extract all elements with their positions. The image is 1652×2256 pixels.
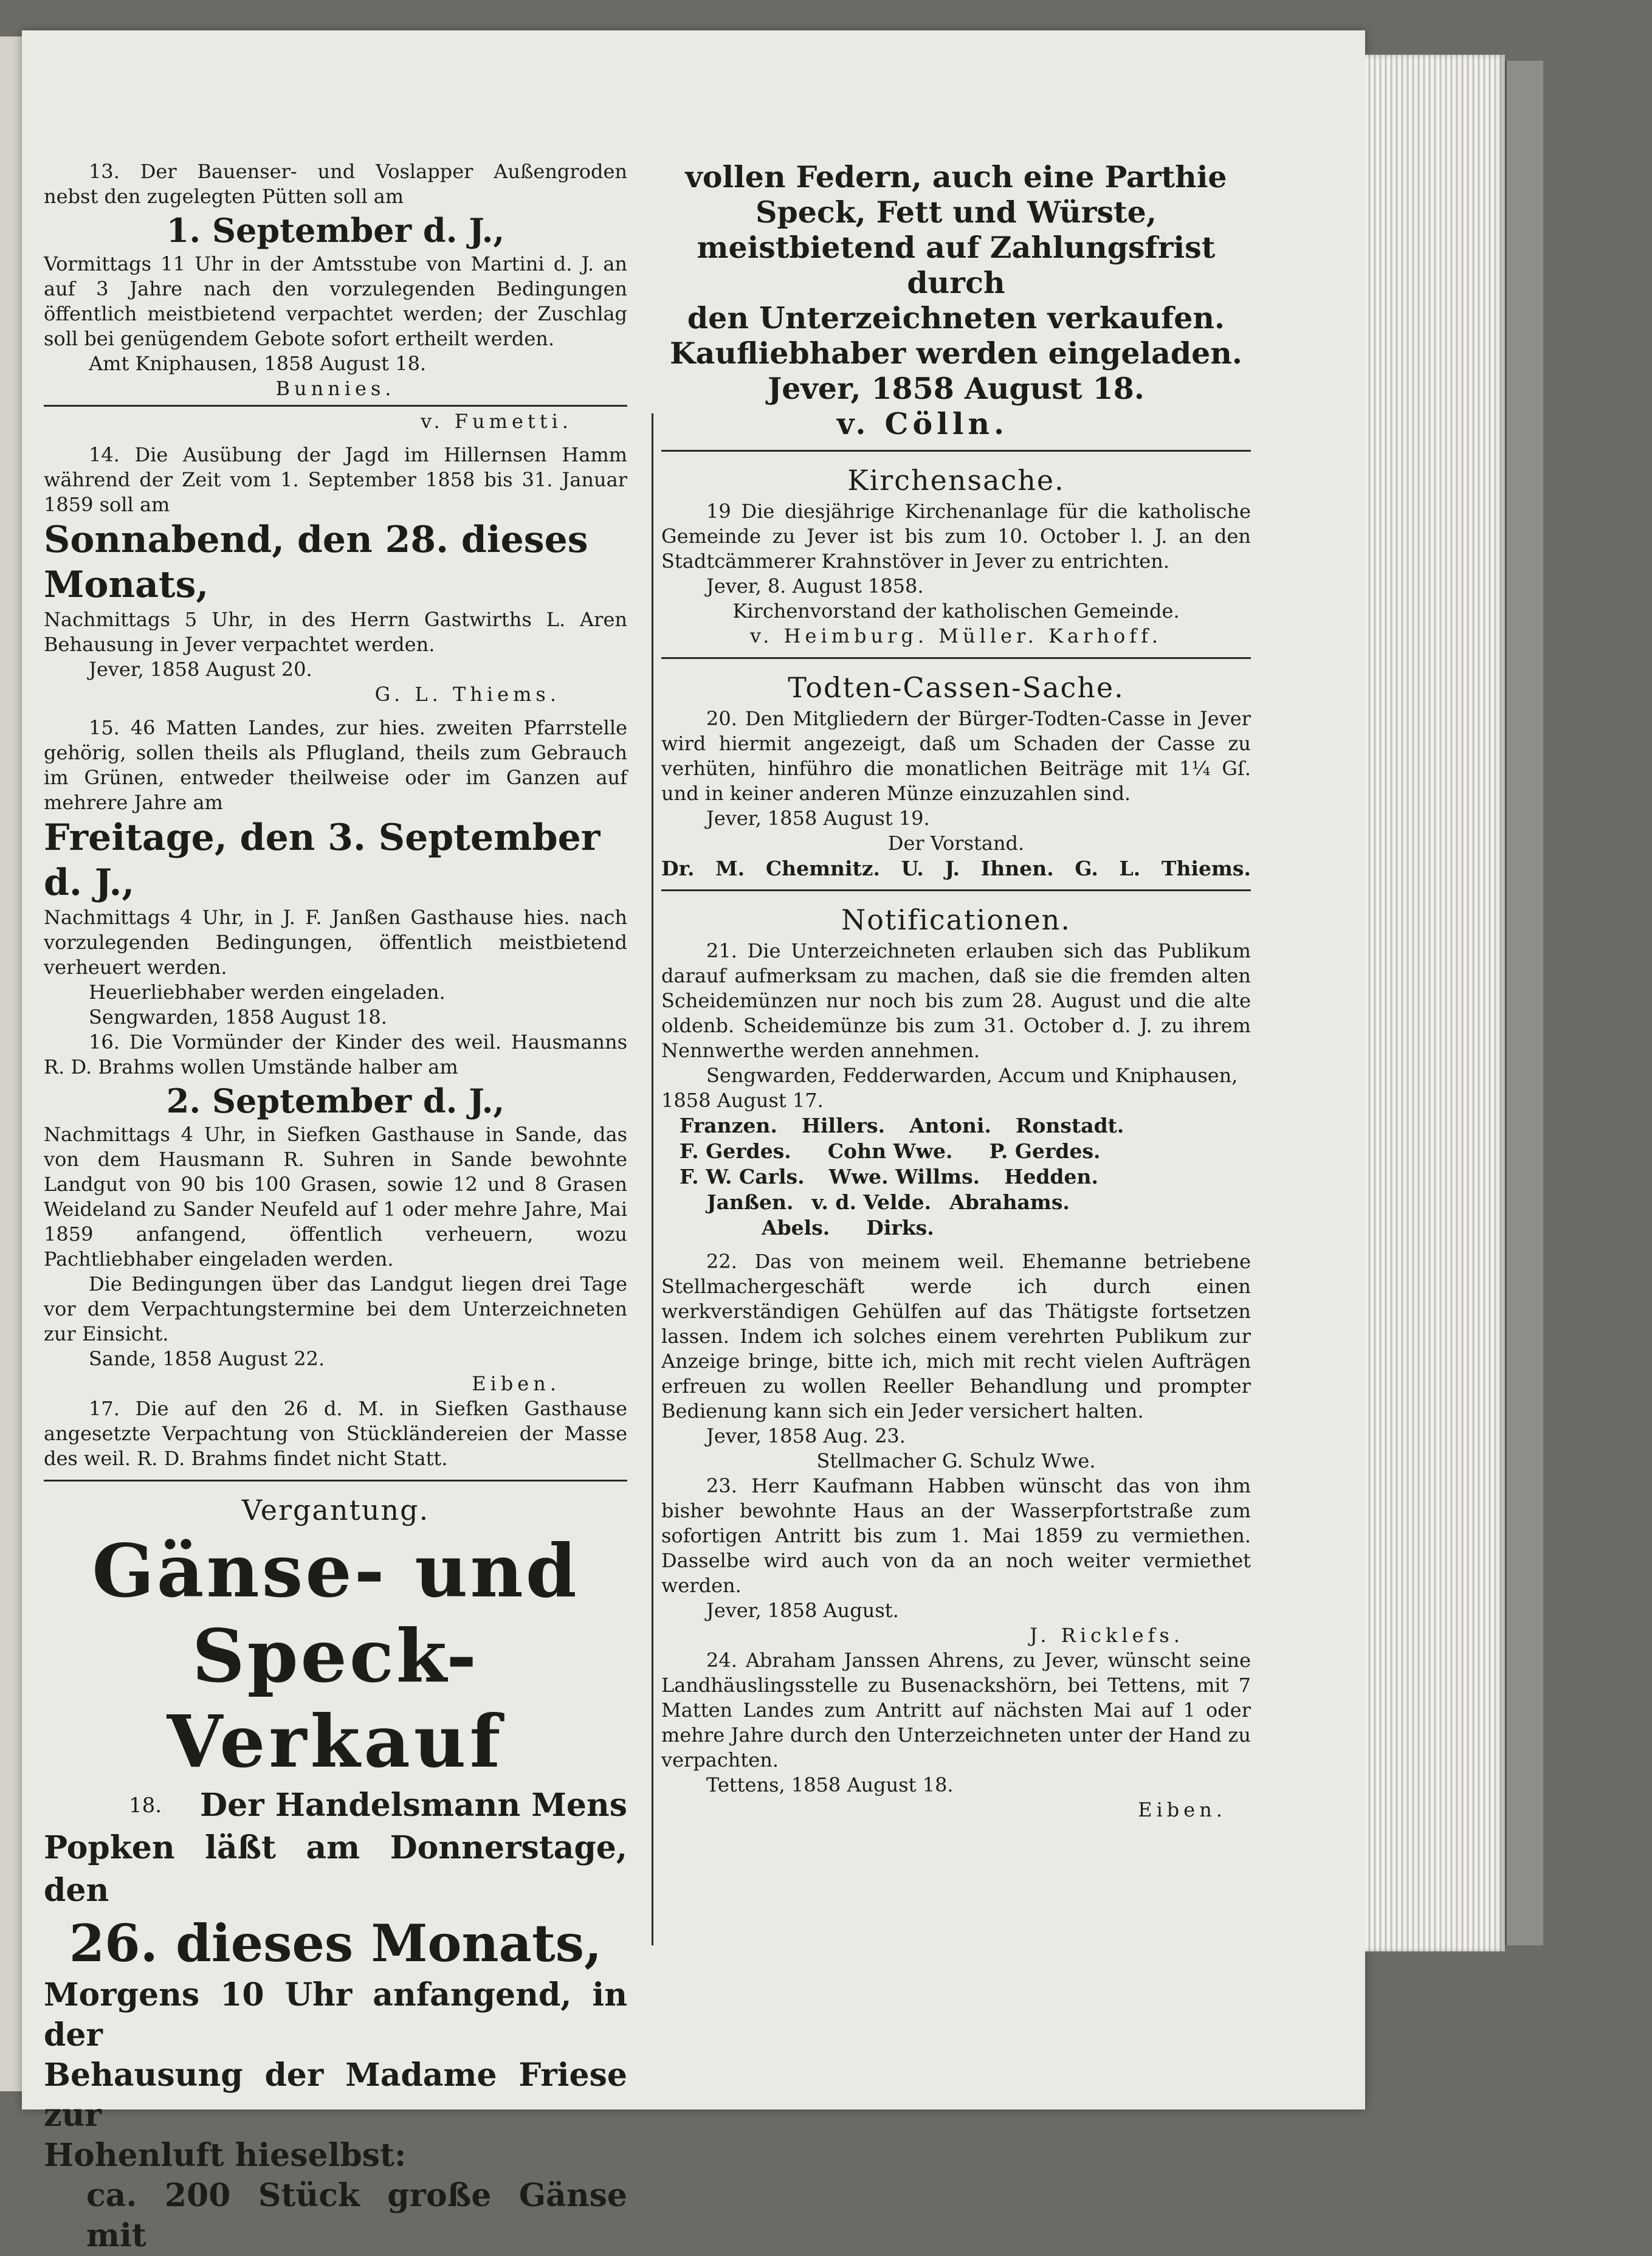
ad-line1 (44, 1784, 627, 1827)
notice-19-body: 19 Die diesjährige Kirchenanlage für die katholische Gemeinde zu Jever ist bis zum 10. October l. J. an den Stadtcämmerer Krahnstöver in Jever zu entrichten. (661, 500, 1251, 573)
ad-cont-signature: v. Cölln. (836, 406, 1009, 441)
signer-name: Antoni. (909, 1114, 991, 1137)
notificationen-heading: Notificationen. (841, 903, 1072, 936)
ad-line5: Hohenluft hieselbst: (44, 2137, 407, 2174)
signer-name: Ronstadt. (1015, 1114, 1124, 1137)
ad-cont-line1: vollen Federn, auch eine Parthie (685, 159, 1227, 195)
notice-21-body: 21. Die Unterzeichneten erlauben sich das Publikum darauf aufmerksam zu machen, daß sie die fremden alten Scheidemünzen nur noch bis zum 28. August und die alte oldenb. Scheidemünze bis zum 31. October d. J. zu ihrem Nennwerthe werden annehmen. (661, 939, 1251, 1062)
previous-page-edge (0, 36, 24, 2091)
notice-19-board: Kirchenvorstand der katholischen Gemeinde. (732, 599, 1180, 623)
ad-headline-line2: Verkauf (167, 1699, 504, 1784)
ad-cont-place: Jever, 1858 August 18. (768, 371, 1144, 406)
notice-16-body-3: Die Bedingungen über das Landgut liegen drei Tage vor dem Verpachtungstermine bei dem Unterzeichneten zur Einsicht. (44, 1272, 627, 1345)
notice-14-signature: G. L. Thiems. (374, 683, 560, 706)
book-binding (1505, 61, 1543, 1945)
ad-cont-line4: den Unterzeichneten verkaufen. (687, 300, 1225, 336)
notice-13-body: Vormittags 11 Uhr in der Amtsstube von Martini d. J. an auf 3 Jahre nach den vorzulegenden Bedingungen öffentlich meistbietend verpachtet werden; der Zuschlag soll bei genügendem Gebote sofort ertheilt werden. (44, 252, 627, 350)
column-divider (652, 413, 653, 1945)
notice-20-signatures: Dr. M. Chemnitz. U. J. Ihnen. G. L. Thiems. (661, 857, 1251, 880)
signer-name: Abels. (762, 1216, 830, 1240)
signer-name: Hedden. (1004, 1165, 1098, 1188)
notice-23-body: 23. Herr Kaufmann Habben wünscht das von ihm bisher bewohnte Haus an der Wasserpfortstraße zum sofortigen Antritt bis zum 1. Mai 1859 zu vermiethen. Dasselbe wird auch von da an noch weiter vermiethet werden. (661, 1474, 1251, 1597)
notice-23-signature: J. Ricklefs. (1030, 1624, 1184, 1647)
notice-16-signature: Eiben. (472, 1372, 560, 1395)
signer-name: Dirks. (866, 1216, 934, 1240)
notice-15-body: 15. 46 Matten Landes, zur hies. zweiten Pfarrstelle gehörig, sollen theils als Pflugland, theils zum Gebrauch im Grünen, entweder theilweise oder im Ganzen auf mehrere Jahre am (44, 716, 627, 814)
ad-line4: Behausung der Madame Friese zur (44, 2057, 627, 2134)
notice-21-names (680, 1113, 1251, 1241)
notice-21-place: Sengwarden, Fedderwarden, Accum und Kniphausen, (706, 1064, 1238, 1087)
notice-13-signature: Bunnies. (275, 377, 396, 400)
ad-number: 18. (129, 1793, 162, 1818)
left-column (44, 159, 627, 2256)
notice-24-signature: Eiben. (1138, 1798, 1227, 1821)
notice-24-place: Tettens, 1858 August 18. (706, 1773, 954, 1796)
notice-20-board: Der Vorstand. (887, 832, 1025, 855)
notice-16-place: Sande, 1858 August 22. (89, 1347, 325, 1370)
notice-14-date: Sonnabend, den 28. dieses Monats, (44, 519, 588, 606)
notice-15-place: Sengwarden, 1858 August 18. (89, 1006, 387, 1029)
notice-24-body: 24. Abraham Janssen Ahrens, zu Jever, wünscht seine Landhäuslingsstelle zu Busenackshörn, bei Tettens, mit 7 Matten Landes zum Antritt auf nächsten Mai auf 1 oder mehre Jahre durch den Unterzeichneten unter der Hand zu verpachten. (661, 1649, 1251, 1771)
signer-name: Hillers. (801, 1114, 886, 1137)
notice-16-date: 2. September d. J., (166, 1081, 505, 1120)
vergantung-heading: Vergantung. (241, 1494, 430, 1526)
notice-20-place: Jever, 1858 August 19. (706, 807, 930, 830)
ad-cont-line2: Speck, Fett und Würste, (755, 195, 1157, 230)
notice-13-line2: nebst den zugelegten Pütten soll am (44, 185, 404, 208)
book-page-edges (1365, 55, 1505, 1951)
divider (661, 450, 1251, 452)
notice-17-body: 17. Die auf den 26 d. M. in Siefken Gasthause angesetzte Verpachtung von Stückländereien der Masse des weil. R. D. Brahms findet nicht Statt. (44, 1397, 627, 1470)
notice-14-place: Jever, 1858 August 20. (89, 658, 312, 681)
ad-line1-text: Der Handelsmann Mens (200, 1787, 627, 1824)
notice-14-body-2: Nachmittags 5 Uhr, in des Herrn Gastwirths L. Aren Behausung in Jever verpachtet werden. (44, 608, 627, 656)
notice-20-body: 20. Den Mitgliedern der Bürger-Todten-Casse in Jever wird hiermit angezeigt, daß um Schaden der Casse zu verhüten, hinführo die monatlichen Beiträge mit 1¼ Gſ. und in keiner anderen Münze einzuzahlen sind. (661, 707, 1251, 805)
signer-name: Abrahams. (949, 1190, 1070, 1214)
notice-15-date: Freitage, den 3. September d. J., (44, 816, 601, 904)
ad-cont-line5: Kaufliebhaber werden eingeladen. (670, 336, 1242, 371)
notice-14-body: 14. Die Ausübung der Jagd im Hillernsen Hamm während der Zeit vom 1. September 1858 bis 31. Januar 1859 soll am (44, 443, 627, 516)
signer-name: Franzen. (680, 1114, 777, 1137)
ad-line3: Morgens 10 Uhr anfangend, in der (44, 1976, 627, 2054)
divider (44, 1480, 627, 1482)
notice-13-signature-2: v. Fumetti. (421, 410, 573, 433)
notice-15-body-2: Nachmittags 4 Uhr, in J. F. Janßen Gasthause hies. nach vorzulegenden Bedingungen, öffentlich meistbietend verheuert werden. (44, 906, 627, 979)
todten-heading: Todten-Cassen-Sache. (788, 671, 1124, 704)
ad-cont-line3: meistbietend auf Zahlungsfrist durch (697, 230, 1216, 300)
signer-name: Janßen. (707, 1190, 794, 1214)
notice-23-place: Jever, 1858 August. (706, 1599, 899, 1622)
signer-name: v. d. Velde. (811, 1190, 932, 1214)
signer-name: F. W. Carls. (680, 1165, 805, 1188)
notice-22-place: Jever, 1858 Aug. 23. (706, 1424, 906, 1447)
notice-22-signature: Stellmacher G. Schulz Wwe. (816, 1449, 1096, 1472)
kirchensache-heading: Kirchensache. (847, 464, 1065, 497)
notice-13-date: 1. September d. J., (166, 211, 505, 250)
ad-line2: Popken läßt am Donnerstage, den (44, 1829, 627, 1909)
notice-19-place: Jever, 8. August 1858. (706, 574, 924, 598)
signer-name: Wwe. Willms. (828, 1165, 980, 1188)
notice-16-body-2: Nachmittags 4 Uhr, in Siefken Gasthause in Sande, das von dem Hausmann R. Suhren in Sande bewohnte Landgut von 90 bis 100 Grasen, sowie 12 und 8 Grasen Weideland zu Sander Neufeld auf 1 oder mehre Jahre, Mai 1859 anfangend, öffentlich verheuern, wozu Pachtliebhaber eingeladen werden. (44, 1123, 627, 1271)
notice-13-line1: 13. Der Bauenser- und Voslapper Außengroden (89, 160, 627, 183)
notice-22-body: 22. Das von meinem weil. Ehemanne betriebene Stellmachergeschäft werde ich durch einen werkverständigen Gehülfen auf das Thätigste fortsetzen lassen. Indem ich solches einem verehrten Publikum zur Anzeige bringe, bitte ich, mich mit recht vielen Aufträgen erfreuen zu wollen Reeller Behandlung und prompter Bedienung kann sich ein Jeder versichert halten. (661, 1250, 1251, 1423)
notice-15-note: Heuerliebhaber werden eingeladen. (89, 981, 446, 1004)
notice-13-place: Amt Kniphausen, 1858 August 18. (89, 352, 427, 375)
ad-headline-line1: Gänse- und Speck- (92, 1528, 579, 1699)
signer-name: P. Gerdes. (989, 1139, 1101, 1163)
signer-name: Cohn Wwe. (827, 1139, 953, 1163)
notice-21-date: 1858 August 17. (661, 1089, 824, 1112)
notice-16-body: 16. Die Vormünder der Kinder des weil. Hausmanns R. D. Brahms wollen Umstände halber am (44, 1030, 627, 1078)
divider (44, 405, 627, 407)
ad-date: 26. dieses Monats, (69, 1913, 602, 1973)
right-column (661, 159, 1251, 1823)
signer-name: F. Gerdes. (680, 1139, 791, 1163)
ad-line6: ca. 200 Stück große Gänse mit (86, 2177, 627, 2254)
divider (661, 889, 1251, 891)
divider (661, 657, 1251, 659)
notice-19-signatures: v. Heimburg. Müller. Karhoff. (749, 624, 1163, 647)
